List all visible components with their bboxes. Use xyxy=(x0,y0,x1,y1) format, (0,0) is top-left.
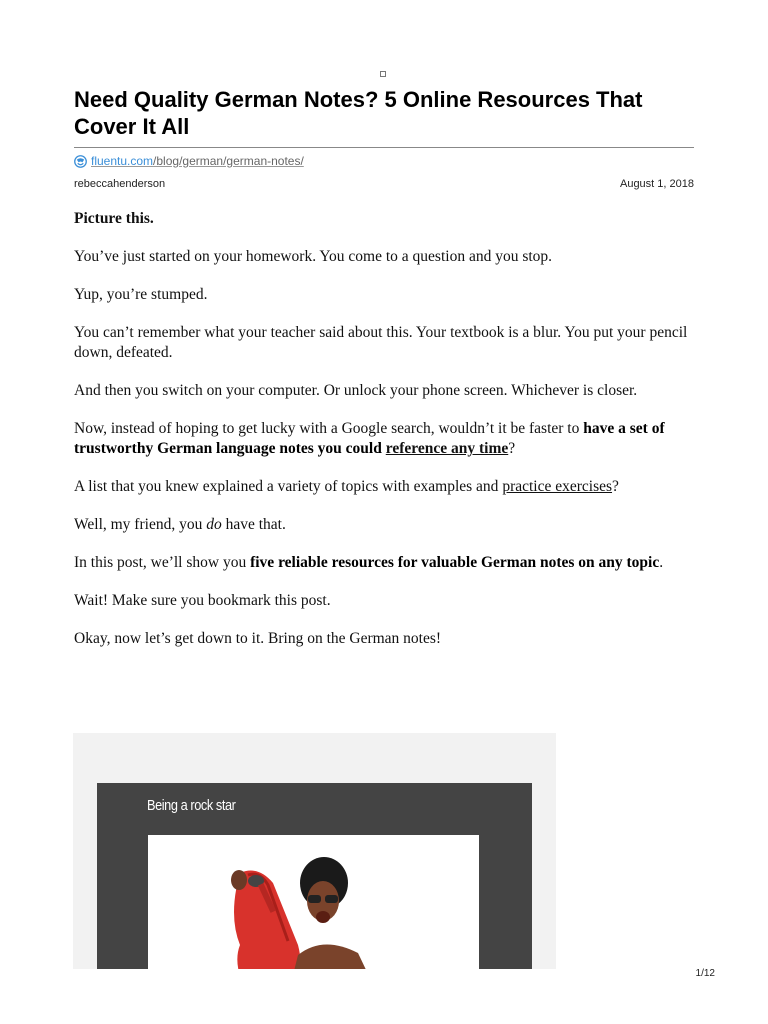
title-divider xyxy=(74,147,694,148)
paragraph-7-end: ? xyxy=(612,478,619,495)
fluentu-logo-icon xyxy=(74,155,87,168)
reference-any-time-link[interactable]: reference any time xyxy=(385,440,509,457)
source-url[interactable] xyxy=(91,154,304,168)
paragraph-9-end: . xyxy=(659,554,664,571)
source-path: /blog/german/german-notes/ xyxy=(153,154,304,168)
article-title: Need Quality German Notes? 5 Online Resources That Cover It All xyxy=(74,87,643,139)
paragraph-2: You’ve just started on your homework. You come to a question and you stop. xyxy=(74,248,553,265)
paragraph-8-emphasis: do xyxy=(206,516,222,533)
source-domain: fluentu.com xyxy=(91,154,154,168)
paragraph-7-text: A list that you knew explained a variety of topics with examples and xyxy=(74,478,503,495)
paragraph-9-bold: five reliable resources for valuable German notes on any topic xyxy=(250,554,660,571)
rock-star-image xyxy=(148,835,479,969)
page-marker xyxy=(380,71,386,77)
paragraph-7 xyxy=(74,477,699,497)
paragraph-11: Okay, now let’s get down to it. Bring on the German notes! xyxy=(74,630,442,647)
article-meta xyxy=(74,178,694,194)
page-number: 1/12 xyxy=(695,968,715,979)
paragraph-6 xyxy=(74,419,699,459)
lesson-slide xyxy=(97,783,532,969)
paragraph-9 xyxy=(74,553,699,573)
paragraph-3: Yup, you’re stumped. xyxy=(74,286,208,303)
paragraph-1: Picture this. xyxy=(74,210,154,227)
paragraph-8 xyxy=(74,515,699,535)
article-body xyxy=(74,209,699,667)
paragraph-9-text: In this post, we’ll show you xyxy=(74,554,251,571)
slide-caption: Being a rock star xyxy=(147,797,236,814)
practice-exercises-link[interactable]: practice exercises xyxy=(502,478,613,495)
paragraph-6-end: ? xyxy=(508,440,516,457)
paragraph-6-bold-text: have a set of trustworthy German language notes you could xyxy=(74,420,665,457)
source-link-row[interactable] xyxy=(74,153,304,169)
paragraph-10: Wait! Make sure you bookmark this post. xyxy=(74,592,331,609)
rock-star-illustration xyxy=(148,835,479,969)
paragraph-5: And then you switch on your computer. Or unlock your phone screen. Whichever is closer. xyxy=(74,382,638,399)
paragraph-6-text: Now, instead of hoping to get lucky with a Google search, wouldn’t it be faster to xyxy=(74,420,584,437)
paragraph-8-end: have that. xyxy=(221,516,286,533)
paragraph-4: You can’t remember what your teacher said about this. Your textbook is a blur. You put your pencil down, defeated. xyxy=(74,324,688,361)
paragraph-8-text: Well, my friend, you xyxy=(74,516,207,533)
author-name: rebeccahenderson xyxy=(74,178,166,190)
article-figure xyxy=(73,733,556,969)
publish-date: August 1, 2018 xyxy=(619,178,694,190)
